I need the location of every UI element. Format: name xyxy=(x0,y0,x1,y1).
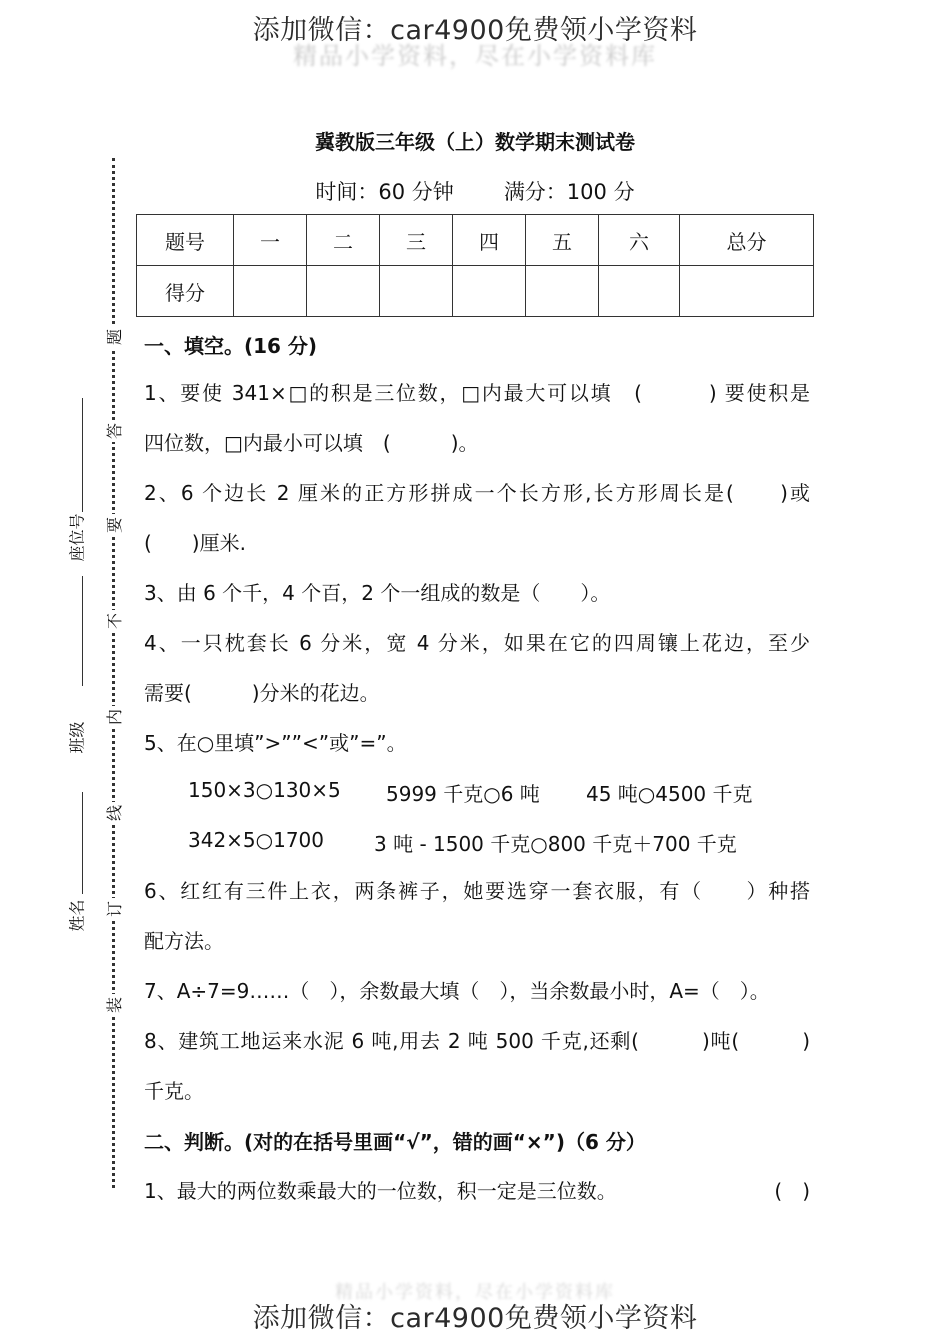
question-line: 4、一只枕套长 6 分米，宽 4 分米，如果在它的四周镶上花边，至少 xyxy=(144,631,810,655)
score-header-cell: 三 xyxy=(380,215,453,266)
score-cell[interactable] xyxy=(380,266,453,317)
question-1 xyxy=(144,368,810,468)
question-5 xyxy=(144,718,810,768)
score-header-cell: 四 xyxy=(453,215,526,266)
question-line: 6、红红有三件上衣，两条裤子，她要选穿一套衣服，有（ ）种搭 xyxy=(144,879,810,903)
binding-char: 答 xyxy=(104,420,130,442)
score-header-cell: 总分 xyxy=(680,215,814,266)
question-4 xyxy=(144,618,810,718)
score-cell[interactable] xyxy=(234,266,307,317)
score-table xyxy=(136,214,814,317)
comparison-item: 150×3○130×5 xyxy=(188,778,341,802)
score-cell[interactable] xyxy=(680,266,814,317)
faded-watermark-top: 精品小学资料，尽在小学资料库 xyxy=(293,42,657,70)
comparison-item: 342×5○1700 xyxy=(188,828,325,852)
question-7 xyxy=(144,966,810,1016)
exam-time: 时间：60 分钟 xyxy=(315,180,454,204)
question-line: 四位数，□内最小可以填 ( )。 xyxy=(144,431,479,455)
question-line: ( )厘米. xyxy=(144,531,246,555)
question-8 xyxy=(144,1016,810,1116)
binding-char: 订 xyxy=(104,898,130,920)
watermark-banner-top: 添加微信：car4900免费领小学资料 xyxy=(252,15,698,46)
exam-full-score: 满分：100 分 xyxy=(503,180,635,204)
section-heading-judgment: 二、判断。(对的在括号里画“√”，错的画“×”)（6 分） xyxy=(144,1130,646,1154)
comparison-item: 45 吨○4500 千克 xyxy=(586,782,753,806)
question-6 xyxy=(144,866,810,966)
score-header-cell: 二 xyxy=(307,215,380,266)
comparison-item: 5999 千克○6 吨 xyxy=(386,782,540,806)
answer-bracket[interactable]: ( ) xyxy=(774,1179,810,1203)
section-heading-fill-in: 一、填空。(16 分) xyxy=(144,334,318,358)
question-line: 2、6 个边长 2 厘米的正方形拼成一个长方形,长方形周长是( )或 xyxy=(144,481,810,505)
score-cell[interactable] xyxy=(307,266,380,317)
binding-char: 题 xyxy=(104,326,130,348)
name-label: 姓名 xyxy=(67,899,87,932)
score-header-cell: 五 xyxy=(526,215,599,266)
question-line: 5、在○里填”>””<”或”=”。 xyxy=(144,731,407,755)
question-3 xyxy=(144,568,810,618)
question-line: 3、由 6 个千，4 个百，2 个一组成的数是（ ）。 xyxy=(144,581,611,605)
seat-number-line xyxy=(82,398,83,512)
binding-char: 线 xyxy=(104,802,130,824)
score-header-cell: 六 xyxy=(599,215,680,266)
score-header-cell: 一 xyxy=(234,215,307,266)
question-line xyxy=(144,1166,810,1216)
score-header-cell: 题号 xyxy=(137,215,234,266)
class-label: 班级 xyxy=(67,721,87,754)
question-line: 配方法。 xyxy=(144,929,224,953)
exam-info xyxy=(0,176,950,206)
question-line: 8、建筑工地运来水泥 6 吨,用去 2 吨 500 千克,还剩( )吨( ) xyxy=(144,1029,810,1053)
name-line xyxy=(82,792,83,894)
score-cell[interactable] xyxy=(453,266,526,317)
question-line: 7、A÷7=9……（ ），余数最大填（ ），当余数最小时，A=（ ）。 xyxy=(144,979,770,1003)
seat-number-label: 座位号 xyxy=(67,513,87,562)
class-line xyxy=(82,576,83,686)
watermark-banner-bottom: 添加微信：car4900免费领小学资料 xyxy=(252,1303,698,1334)
binding-char: 内 xyxy=(104,706,130,728)
question-2 xyxy=(144,468,810,568)
faded-watermark-bottom: 精品小学资料，尽在小学资料库 xyxy=(335,1282,615,1303)
score-table-header-row xyxy=(137,215,814,266)
binding-char: 要 xyxy=(104,514,130,536)
question-line: 千克。 xyxy=(144,1079,204,1103)
judgment-question-1 xyxy=(144,1166,810,1216)
score-table-row xyxy=(137,266,814,317)
question-line: 需要( )分米的花边。 xyxy=(144,681,380,705)
binding-char: 装 xyxy=(104,994,130,1016)
judgment-text: 1、最大的两位数乘最大的一位数，积一定是三位数。 xyxy=(144,1179,617,1203)
page-title: 冀教版三年级（上）数学期末测试卷 xyxy=(315,130,635,154)
score-cell[interactable] xyxy=(526,266,599,317)
score-cell[interactable] xyxy=(599,266,680,317)
question-line: 1、要使 341×□的积是三位数，□内最大可以填 ( ) 要使积是 xyxy=(144,381,810,405)
comparison-item: 3 吨 - 1500 千克○800 千克＋700 千克 xyxy=(374,832,737,856)
score-row-label: 得分 xyxy=(137,266,234,317)
binding-dotted-line xyxy=(112,158,115,1188)
binding-char: 不 xyxy=(104,610,130,632)
